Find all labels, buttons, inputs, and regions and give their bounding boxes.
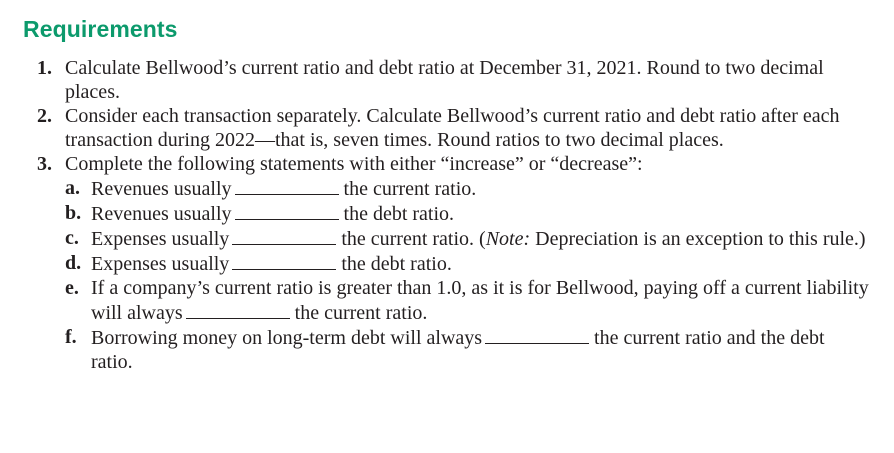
requirement-text: Calculate Bellwood’s current ratio and debt ratio at December 31, 2021. Round to two decimal places.	[65, 57, 824, 103]
statement-before: Revenues usually	[91, 203, 232, 225]
statement-after: the current ratio and the debt ratio.	[91, 327, 825, 373]
statement-letter: a.	[65, 177, 80, 199]
statement-letter: d.	[65, 252, 82, 274]
statement-before: Borrowing money on long-term debt will always	[91, 327, 483, 349]
statement-before: Expenses usually	[91, 228, 230, 250]
answer-blank[interactable]	[235, 201, 339, 220]
statement-before: Expenses usually	[91, 253, 230, 275]
statement-after: the current ratio.	[343, 178, 477, 200]
statement-letter: e.	[65, 277, 79, 299]
requirement-number: 3.	[37, 153, 52, 175]
statement-d	[65, 251, 871, 276]
statement-before: Revenues usually	[91, 178, 232, 200]
statement-letter: f.	[65, 326, 77, 348]
statement-letter: c.	[65, 227, 79, 249]
note-text: Depreciation is an exception to this rule.)	[530, 228, 866, 250]
statement-e	[65, 276, 871, 325]
answer-blank[interactable]	[485, 325, 589, 344]
statement-a	[65, 176, 871, 201]
requirements-list	[0, 56, 894, 374]
requirement-1	[0, 56, 865, 104]
requirements-heading: Requirements	[23, 16, 178, 42]
requirement-number: 1.	[37, 57, 52, 79]
statement-c	[65, 226, 871, 251]
statement-b	[65, 201, 871, 226]
statement-before: If a company’s current ratio is greater than 1.0, as it is for Bellwood, paying off a current liability will always	[91, 277, 869, 324]
statement-letter: b.	[65, 202, 82, 224]
answer-blank[interactable]	[235, 176, 339, 195]
requirement-3	[0, 152, 869, 374]
statement-list	[65, 176, 869, 374]
statement-after: the current ratio. (	[341, 228, 486, 250]
requirement-text: Consider each transaction separately. Calculate Bellwood’s current ratio and debt ratio after each transaction during 2022—that is, seven times. Round ratios to two decimal places.	[65, 105, 840, 151]
statement-after: the debt ratio.	[341, 253, 452, 275]
statement-f	[65, 325, 871, 374]
statement-after: the debt ratio.	[343, 203, 455, 225]
requirement-2	[0, 104, 865, 152]
answer-blank[interactable]	[232, 226, 336, 245]
statement-after: the current ratio.	[294, 302, 428, 324]
requirement-number: 2.	[37, 105, 52, 127]
answer-blank[interactable]	[232, 251, 336, 270]
requirement-text: Complete the following statements with either “increase” or “decrease”:	[65, 153, 643, 175]
answer-blank[interactable]	[186, 300, 290, 319]
note-label: Note:	[485, 228, 531, 250]
